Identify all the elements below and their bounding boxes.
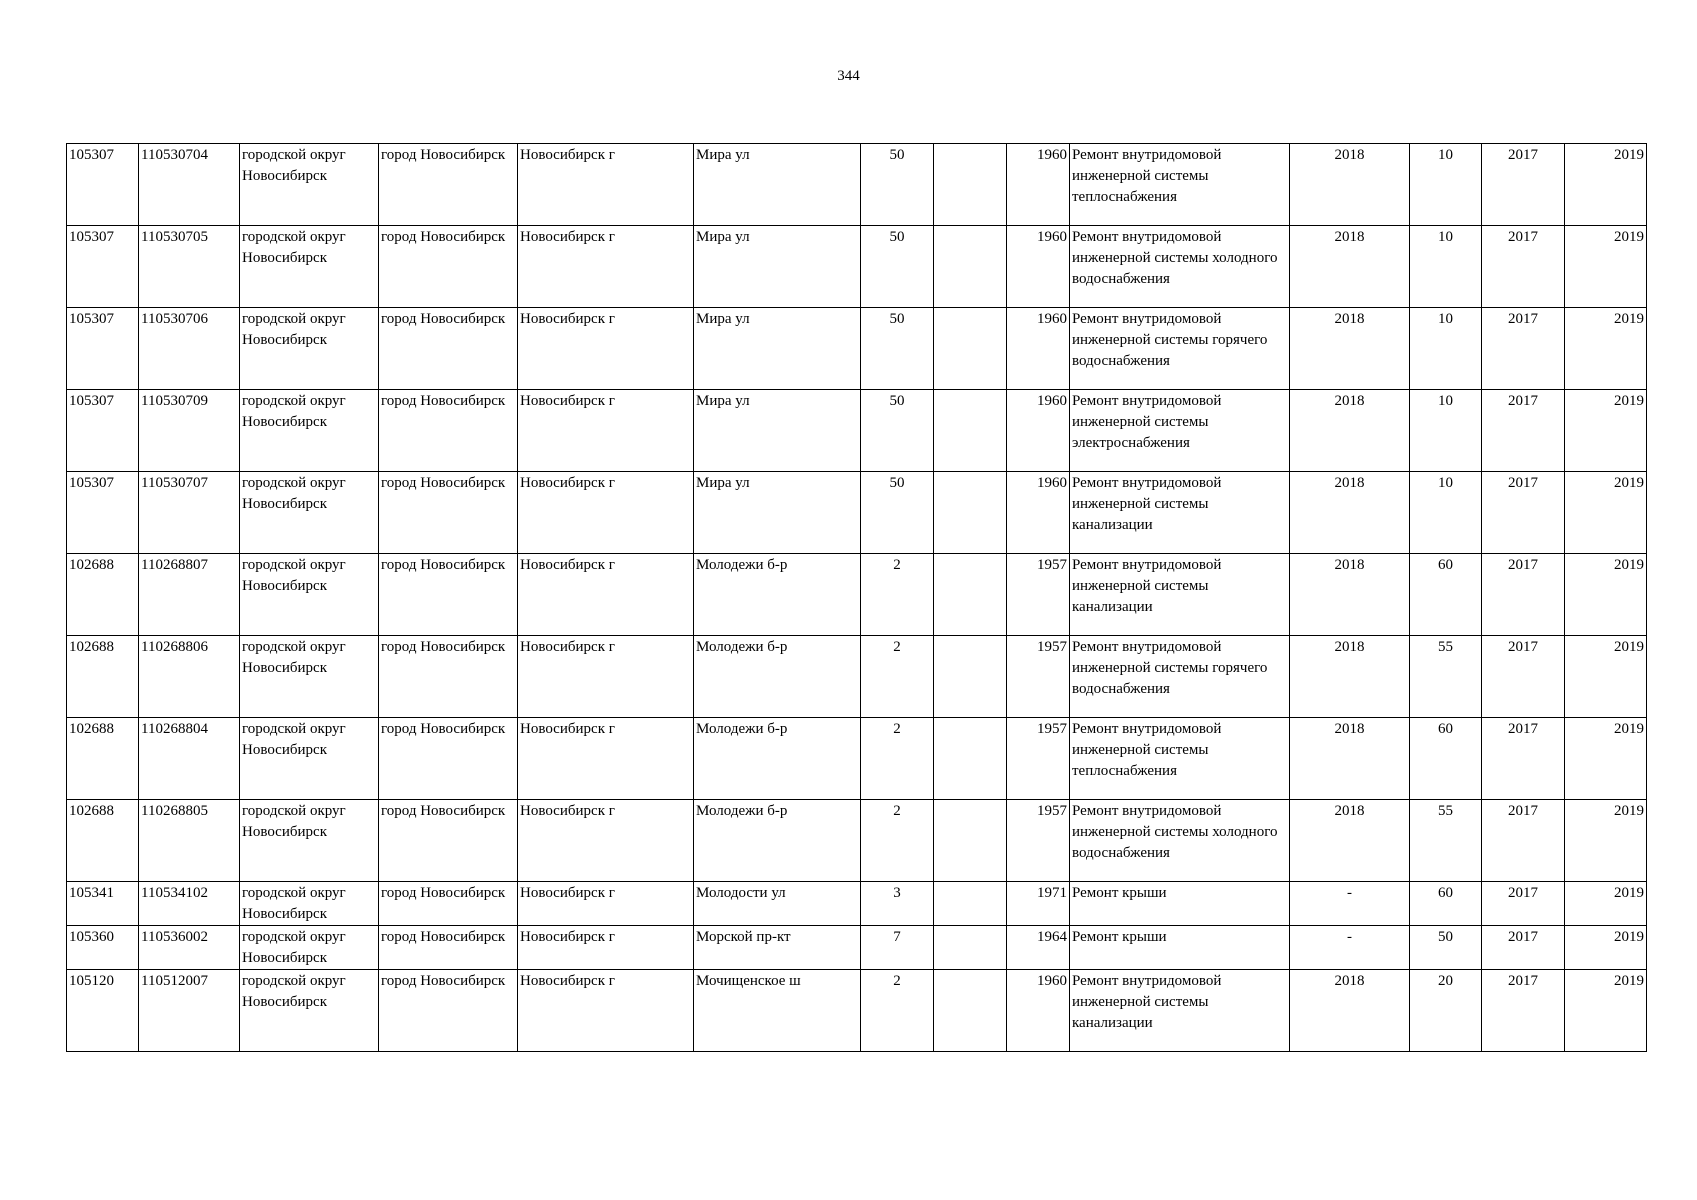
cell-street: Молодежи б-р (694, 718, 861, 800)
cell-settlement: город Новосибирск (379, 472, 518, 554)
cell-locality: Новосибирск г (518, 718, 694, 800)
cell-house-id: 102688 (67, 800, 139, 882)
cell-building (934, 226, 1007, 308)
cell-period-start: 2017 (1482, 926, 1565, 970)
cell-year-built: 1957 (1007, 718, 1070, 800)
cell-wear-percent: 10 (1410, 390, 1482, 472)
table-row (67, 636, 1647, 718)
cell-period-end: 2019 (1565, 226, 1647, 308)
cell-house-id: 102688 (67, 718, 139, 800)
cell-settlement: город Новосибирск (379, 144, 518, 226)
cell-wear-percent: 60 (1410, 718, 1482, 800)
cell-year-built: 1971 (1007, 882, 1070, 926)
cell-wear-percent: 10 (1410, 144, 1482, 226)
cell-planned-year: 2018 (1290, 226, 1410, 308)
cell-period-start: 2017 (1482, 636, 1565, 718)
cell-settlement: город Новосибирск (379, 636, 518, 718)
cell-house-number: 50 (861, 226, 934, 308)
cell-planned-year: 2018 (1290, 636, 1410, 718)
cell-work-type: Ремонт внутридомовой инженерной системы канализации (1070, 472, 1290, 554)
cell-wear-percent: 55 (1410, 636, 1482, 718)
cell-period-start: 2017 (1482, 472, 1565, 554)
cell-work-type: Ремонт внутридомовой инженерной системы теплоснабжения (1070, 144, 1290, 226)
cell-work-type: Ремонт крыши (1070, 882, 1290, 926)
cell-period-end: 2019 (1565, 718, 1647, 800)
cell-wear-percent: 60 (1410, 554, 1482, 636)
cell-work-type: Ремонт внутридомовой инженерной системы канализации (1070, 554, 1290, 636)
cell-street: Молодежи б-р (694, 554, 861, 636)
cell-street: Молодежи б-р (694, 636, 861, 718)
cell-locality: Новосибирск г (518, 144, 694, 226)
cell-house-number: 50 (861, 390, 934, 472)
cell-planned-year: 2018 (1290, 144, 1410, 226)
cell-municipal-district: городской округ Новосибирск (240, 970, 379, 1052)
cell-street: Морской пр-кт (694, 926, 861, 970)
cell-street: Мира ул (694, 144, 861, 226)
cell-planned-year: 2018 (1290, 970, 1410, 1052)
cell-year-built: 1960 (1007, 226, 1070, 308)
cell-element-id: 110268805 (139, 800, 240, 882)
cell-element-id: 110530707 (139, 472, 240, 554)
cell-house-id: 105120 (67, 970, 139, 1052)
cell-period-start: 2017 (1482, 308, 1565, 390)
table-row (67, 390, 1647, 472)
cell-period-end: 2019 (1565, 554, 1647, 636)
cell-municipal-district: городской округ Новосибирск (240, 308, 379, 390)
cell-house-number: 2 (861, 554, 934, 636)
table-row (67, 800, 1647, 882)
cell-period-end: 2019 (1565, 882, 1647, 926)
cell-wear-percent: 20 (1410, 970, 1482, 1052)
cell-element-id: 110536002 (139, 926, 240, 970)
cell-locality: Новосибирск г (518, 472, 694, 554)
cell-building (934, 144, 1007, 226)
cell-planned-year: - (1290, 882, 1410, 926)
cell-street: Мира ул (694, 226, 861, 308)
cell-building (934, 800, 1007, 882)
cell-work-type: Ремонт внутридомовой инженерной системы канализации (1070, 970, 1290, 1052)
cell-year-built: 1960 (1007, 472, 1070, 554)
cell-municipal-district: городской округ Новосибирск (240, 472, 379, 554)
cell-year-built: 1957 (1007, 800, 1070, 882)
cell-planned-year: 2018 (1290, 308, 1410, 390)
cell-street: Мира ул (694, 472, 861, 554)
cell-municipal-district: городской округ Новосибирск (240, 390, 379, 472)
cell-house-number: 50 (861, 472, 934, 554)
cell-building (934, 636, 1007, 718)
registry-table (66, 143, 1647, 1052)
cell-work-type: Ремонт внутридомовой инженерной системы горячего водоснабжения (1070, 636, 1290, 718)
cell-period-start: 2017 (1482, 970, 1565, 1052)
cell-settlement: город Новосибирск (379, 800, 518, 882)
cell-house-number: 7 (861, 926, 934, 970)
cell-period-end: 2019 (1565, 144, 1647, 226)
cell-locality: Новосибирск г (518, 926, 694, 970)
cell-wear-percent: 10 (1410, 226, 1482, 308)
cell-house-id: 105307 (67, 144, 139, 226)
cell-house-id: 105307 (67, 308, 139, 390)
cell-settlement: город Новосибирск (379, 226, 518, 308)
cell-period-end: 2019 (1565, 970, 1647, 1052)
cell-street: Мочищенское ш (694, 970, 861, 1052)
cell-wear-percent: 60 (1410, 882, 1482, 926)
cell-planned-year: 2018 (1290, 800, 1410, 882)
table-row (67, 226, 1647, 308)
cell-building (934, 472, 1007, 554)
cell-element-id: 110530706 (139, 308, 240, 390)
cell-house-id: 105360 (67, 926, 139, 970)
cell-work-type: Ремонт внутридомовой инженерной системы холодного водоснабжения (1070, 226, 1290, 308)
cell-locality: Новосибирск г (518, 800, 694, 882)
cell-planned-year: 2018 (1290, 472, 1410, 554)
cell-locality: Новосибирск г (518, 554, 694, 636)
cell-period-end: 2019 (1565, 926, 1647, 970)
cell-work-type: Ремонт крыши (1070, 926, 1290, 970)
table-row (67, 308, 1647, 390)
cell-period-end: 2019 (1565, 472, 1647, 554)
cell-period-start: 2017 (1482, 800, 1565, 882)
cell-element-id: 110268806 (139, 636, 240, 718)
cell-locality: Новосибирск г (518, 308, 694, 390)
cell-house-id: 102688 (67, 554, 139, 636)
cell-wear-percent: 55 (1410, 800, 1482, 882)
cell-street: Молодости ул (694, 882, 861, 926)
cell-year-built: 1960 (1007, 308, 1070, 390)
cell-building (934, 718, 1007, 800)
cell-house-number: 50 (861, 308, 934, 390)
cell-period-start: 2017 (1482, 144, 1565, 226)
cell-locality: Новосибирск г (518, 882, 694, 926)
cell-house-id: 102688 (67, 636, 139, 718)
cell-work-type: Ремонт внутридомовой инженерной системы электроснабжения (1070, 390, 1290, 472)
cell-street: Мира ул (694, 390, 861, 472)
table-row (67, 882, 1647, 926)
cell-settlement: город Новосибирск (379, 926, 518, 970)
cell-house-number: 2 (861, 718, 934, 800)
cell-house-number: 2 (861, 636, 934, 718)
cell-building (934, 882, 1007, 926)
cell-municipal-district: городской округ Новосибирск (240, 226, 379, 308)
cell-house-number: 2 (861, 800, 934, 882)
cell-planned-year: 2018 (1290, 554, 1410, 636)
cell-element-id: 110268807 (139, 554, 240, 636)
cell-period-start: 2017 (1482, 390, 1565, 472)
cell-element-id: 110530704 (139, 144, 240, 226)
cell-planned-year: 2018 (1290, 718, 1410, 800)
cell-period-start: 2017 (1482, 882, 1565, 926)
cell-house-id: 105341 (67, 882, 139, 926)
table-row (67, 144, 1647, 226)
cell-planned-year: - (1290, 926, 1410, 970)
cell-element-id: 110268804 (139, 718, 240, 800)
cell-municipal-district: городской округ Новосибирск (240, 554, 379, 636)
cell-period-end: 2019 (1565, 800, 1647, 882)
cell-municipal-district: городской округ Новосибирск (240, 636, 379, 718)
cell-period-start: 2017 (1482, 226, 1565, 308)
cell-house-number: 3 (861, 882, 934, 926)
cell-element-id: 110512007 (139, 970, 240, 1052)
cell-locality: Новосибирск г (518, 636, 694, 718)
cell-year-built: 1957 (1007, 554, 1070, 636)
cell-year-built: 1964 (1007, 926, 1070, 970)
cell-building (934, 390, 1007, 472)
cell-wear-percent: 50 (1410, 926, 1482, 970)
cell-house-id: 105307 (67, 226, 139, 308)
cell-street: Молодежи б-р (694, 800, 861, 882)
cell-settlement: город Новосибирск (379, 882, 518, 926)
cell-settlement: город Новосибирск (379, 390, 518, 472)
cell-period-end: 2019 (1565, 390, 1647, 472)
cell-locality: Новосибирск г (518, 970, 694, 1052)
cell-building (934, 554, 1007, 636)
cell-municipal-district: городской округ Новосибирск (240, 144, 379, 226)
cell-municipal-district: городской округ Новосибирск (240, 800, 379, 882)
page-number: 344 (837, 68, 860, 84)
cell-municipal-district: городской округ Новосибирск (240, 718, 379, 800)
cell-work-type: Ремонт внутридомовой инженерной системы горячего водоснабжения (1070, 308, 1290, 390)
cell-year-built: 1957 (1007, 636, 1070, 718)
cell-settlement: город Новосибирск (379, 554, 518, 636)
cell-house-number: 50 (861, 144, 934, 226)
cell-settlement: город Новосибирск (379, 970, 518, 1052)
cell-period-start: 2017 (1482, 718, 1565, 800)
cell-municipal-district: городской округ Новосибирск (240, 882, 379, 926)
cell-locality: Новосибирск г (518, 226, 694, 308)
cell-period-end: 2019 (1565, 636, 1647, 718)
cell-building (934, 970, 1007, 1052)
cell-period-start: 2017 (1482, 554, 1565, 636)
cell-building (934, 926, 1007, 970)
cell-period-end: 2019 (1565, 308, 1647, 390)
cell-element-id: 110530705 (139, 226, 240, 308)
cell-planned-year: 2018 (1290, 390, 1410, 472)
cell-year-built: 1960 (1007, 144, 1070, 226)
cell-settlement: город Новосибирск (379, 308, 518, 390)
cell-work-type: Ремонт внутридомовой инженерной системы холодного водоснабжения (1070, 800, 1290, 882)
cell-element-id: 110534102 (139, 882, 240, 926)
cell-year-built: 1960 (1007, 390, 1070, 472)
cell-wear-percent: 10 (1410, 472, 1482, 554)
cell-house-number: 2 (861, 970, 934, 1052)
cell-house-id: 105307 (67, 390, 139, 472)
cell-building (934, 308, 1007, 390)
cell-locality: Новосибирск г (518, 390, 694, 472)
cell-house-id: 105307 (67, 472, 139, 554)
cell-wear-percent: 10 (1410, 308, 1482, 390)
cell-work-type: Ремонт внутридомовой инженерной системы теплоснабжения (1070, 718, 1290, 800)
table-row (67, 718, 1647, 800)
cell-municipal-district: городской округ Новосибирск (240, 926, 379, 970)
cell-element-id: 110530709 (139, 390, 240, 472)
cell-settlement: город Новосибирск (379, 718, 518, 800)
table-row (67, 970, 1647, 1052)
cell-street: Мира ул (694, 308, 861, 390)
table-row (67, 472, 1647, 554)
cell-year-built: 1960 (1007, 970, 1070, 1052)
table-row (67, 926, 1647, 970)
table-row (67, 554, 1647, 636)
